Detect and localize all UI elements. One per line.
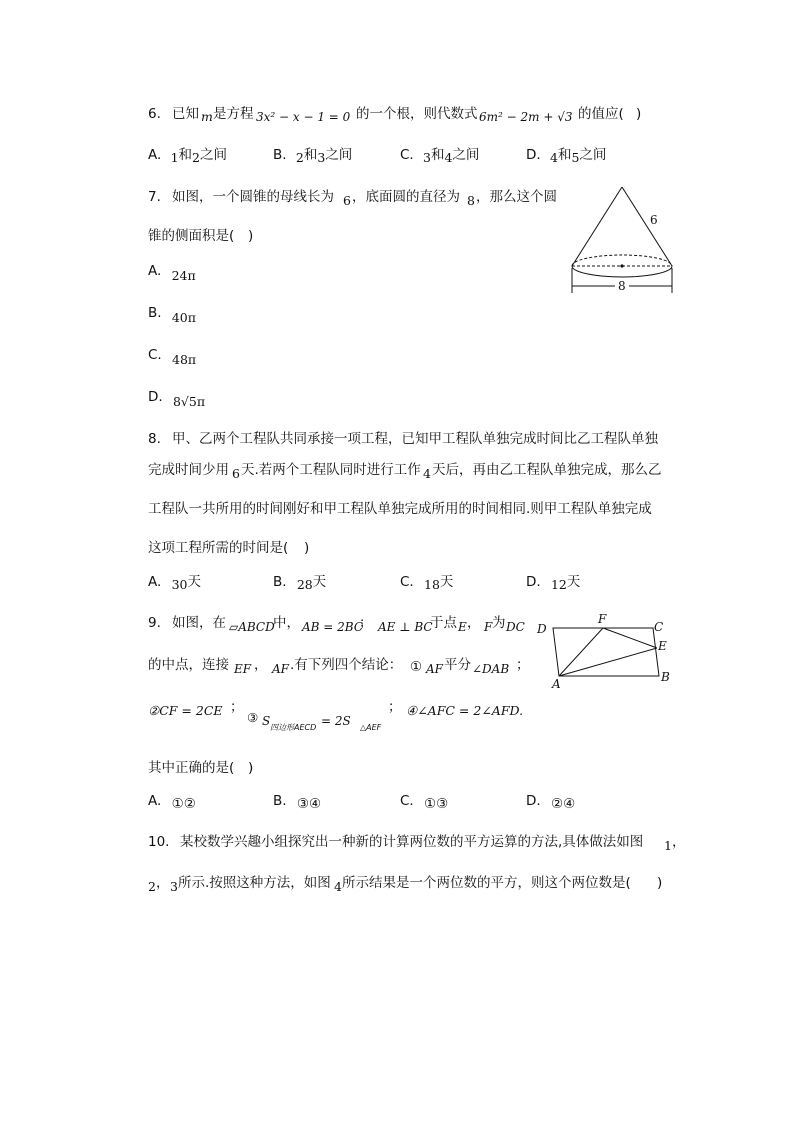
point-a-label: A xyxy=(552,677,561,690)
option-value: 48π xyxy=(172,352,197,367)
q9-conclusion-3-sub1: 四边形AECD xyxy=(270,723,317,732)
q6-text-1: 已知 xyxy=(172,106,199,122)
option-value: 8√5π xyxy=(172,394,206,409)
option-label: A. xyxy=(148,263,162,279)
option-label: B. xyxy=(273,147,287,163)
option-value: 40π xyxy=(171,310,196,325)
option-label: C. xyxy=(400,147,414,163)
q9-conclusion-1-text: 平分 xyxy=(444,657,471,673)
q7-text-3: ，那么这个圆 xyxy=(476,189,557,205)
q6-var-m: m xyxy=(201,109,213,124)
q8-line-3: 工程队一共所用的时间刚好和甲工程队单独完成所用的时间相同.则甲工程队单独完成 xyxy=(148,501,652,517)
q9-option-d[interactable] xyxy=(526,793,576,812)
q7-option-c[interactable] xyxy=(148,347,197,367)
q6-text-4: 的值应( xyxy=(578,106,624,122)
q6-expression: 6m² − 2m + √3 xyxy=(479,110,573,124)
q7-close-paren: ) xyxy=(248,228,254,244)
option-tail: 之间 xyxy=(579,147,607,163)
option-tail: 之间 xyxy=(200,147,227,163)
option-tail: 之间 xyxy=(452,147,480,163)
option-label: A. xyxy=(148,147,162,163)
option-mid: 和 xyxy=(178,147,193,163)
q8-value-6: 6 xyxy=(232,466,240,481)
option-label: D. xyxy=(526,147,541,163)
segment-fe xyxy=(603,628,657,648)
q9-option-b[interactable] xyxy=(273,793,322,812)
q9-number: 9. xyxy=(148,615,161,631)
q6-option-d[interactable] xyxy=(526,149,606,163)
q7-text-1: 如图，一个圆锥的母线长为 xyxy=(172,189,334,205)
option-value: ③④ xyxy=(296,796,322,812)
q9-var-dc: DC xyxy=(506,620,525,634)
option-num-a: 1 xyxy=(170,150,179,165)
q9-text-3: ； xyxy=(359,615,373,631)
option-label: C. xyxy=(400,793,414,809)
q7-text-2: ，底面圆的直径为 xyxy=(352,189,460,205)
q9-var-af: AF xyxy=(272,662,289,676)
option-num-b: 3 xyxy=(317,150,326,165)
q9-sep-2: ； xyxy=(388,699,402,715)
q10-fig-4: 4 xyxy=(334,879,342,894)
q8-value-4: 4 xyxy=(423,466,431,481)
q9-condition-2: AE ⊥ BC xyxy=(378,620,433,634)
q8-option-a[interactable] xyxy=(148,576,201,590)
q8-line2-c: 天后，再由乙工程队单独完成，那么乙 xyxy=(432,462,662,478)
q10-sep: ， xyxy=(156,875,170,891)
q9-text-4: 于点 xyxy=(430,615,457,631)
option-label: A. xyxy=(148,793,162,809)
q9-conclusion-4: ④∠AFC = 2∠AFD. xyxy=(406,703,524,718)
cone-base-front xyxy=(572,266,672,277)
q10-comma: ， xyxy=(672,834,686,850)
q9-conclusion-3-mark: ③ xyxy=(247,710,259,725)
cone-diameter-label: 8 xyxy=(618,279,626,293)
option-label: B. xyxy=(273,574,287,590)
q10-number: 10. xyxy=(148,834,170,850)
option-number: 28 xyxy=(296,577,313,592)
q9-text-1: 如图，在 xyxy=(172,615,226,631)
option-value: ②④ xyxy=(550,796,576,812)
point-b-label: B xyxy=(661,670,670,684)
option-num-a: 4 xyxy=(549,150,558,165)
segment-af xyxy=(559,628,603,676)
q6-option-b[interactable] xyxy=(273,149,352,163)
q6-option-c[interactable] xyxy=(400,149,479,163)
option-num-a: 3 xyxy=(423,150,431,165)
option-value: 24π xyxy=(171,268,196,283)
option-number: 30 xyxy=(171,577,188,592)
q6-option-a[interactable] xyxy=(148,149,227,163)
q8-option-d[interactable] xyxy=(526,576,580,590)
q6-text-3: 的一个根，则代数式 xyxy=(356,106,478,122)
option-num-b: 4 xyxy=(444,150,453,165)
q9-var-e: E xyxy=(458,620,467,634)
q9-conclusion-3-s: S xyxy=(262,714,271,728)
option-value: ①② xyxy=(171,796,196,812)
option-num-b: 5 xyxy=(571,150,580,165)
parallelogram-figure xyxy=(534,610,676,690)
q9-line-4: 其中正确的是( xyxy=(148,760,235,776)
q10-line-1: 某校数学兴趣小组探究出一种新的计算两位数的平方运算的方法,具体做法如图 xyxy=(180,834,644,850)
option-label: D. xyxy=(148,389,163,405)
q7-option-d[interactable] xyxy=(148,389,206,409)
q7-number: 7. xyxy=(148,189,161,205)
q9-conclusion-1-af: AF xyxy=(426,662,443,676)
q8-number: 8. xyxy=(148,431,161,447)
option-num-a: 2 xyxy=(295,150,304,165)
segment-ae xyxy=(559,648,657,676)
q10-line2-a: 所示.按照这种方法，如图 xyxy=(178,875,331,891)
q9-text-2: 中， xyxy=(273,615,300,631)
option-unit: 天 xyxy=(566,574,581,590)
q10-fig-3: 3 xyxy=(170,879,178,894)
q9-parallelogram: ▱ABCD xyxy=(229,620,275,634)
q10-close-paren: ) xyxy=(657,875,663,891)
point-e-label: E xyxy=(658,639,667,653)
cone-slant-label: 6 xyxy=(650,213,658,227)
option-label: D. xyxy=(526,793,541,809)
q10-fig-1: 1 xyxy=(664,838,672,853)
q8-line2-a: 完成时间少用 xyxy=(148,462,229,478)
q7-value-6: 6 xyxy=(343,193,351,208)
option-label: C. xyxy=(148,347,162,363)
option-unit: 天 xyxy=(187,574,201,590)
q9-conclusion-3-eq: = 2S xyxy=(321,714,351,728)
q7-option-a[interactable] xyxy=(148,263,196,283)
cone-figure xyxy=(565,182,685,297)
q7-option-b[interactable] xyxy=(148,305,196,325)
cone-left-edge xyxy=(572,187,622,266)
point-c-label: C xyxy=(654,620,664,634)
q9-conclusion-1-sep: ； xyxy=(516,657,530,673)
cone-base-back xyxy=(572,255,672,266)
cone-right-edge xyxy=(622,187,672,266)
q7-text-line2: 锥的侧面积是( xyxy=(148,228,235,244)
q9-condition-1: AB = 2BC xyxy=(302,620,364,634)
q8-line-4: 这项工程所需的时间是( xyxy=(148,540,289,556)
option-label: B. xyxy=(273,793,287,809)
q9-close-paren: ) xyxy=(248,760,254,776)
option-mid: 和 xyxy=(557,147,572,163)
q8-line-1: 甲、乙两个工程队共同承接一项工程，已知甲工程队单独完成时间比乙工程队单独 xyxy=(172,431,658,447)
q9-option-a[interactable] xyxy=(148,793,196,812)
q9-text-6: 为 xyxy=(492,615,506,631)
q9-var-f: F xyxy=(484,620,493,634)
option-tail: 之间 xyxy=(325,147,353,163)
q8-line2-b: 天.若两个工程队同时进行工作 xyxy=(241,462,421,478)
q8-option-c[interactable] xyxy=(400,576,453,590)
option-number: 12 xyxy=(550,577,567,592)
q9-conclusion-1-angle: ∠DAB xyxy=(472,662,510,676)
cone-base-center xyxy=(620,264,623,267)
q10-fig-2: 2 xyxy=(148,879,156,894)
q9-conclusion-1-mark: ① xyxy=(410,659,423,675)
q9-conclusion-3-sub2: △AEF xyxy=(360,723,382,732)
option-label: C. xyxy=(400,574,414,590)
option-mid: 和 xyxy=(303,147,318,163)
q9-line2-a: 的中点，连接 xyxy=(148,657,229,673)
option-unit: 天 xyxy=(439,574,454,590)
q9-var-ef: EF xyxy=(234,662,252,676)
q8-close-paren: ) xyxy=(304,540,310,556)
q6-text-2: 是方程 xyxy=(213,106,254,122)
q9-conclusion-2: ②CF = 2CE xyxy=(148,703,223,718)
point-d-label: D xyxy=(537,622,547,636)
q7-value-8: 8 xyxy=(467,193,475,208)
option-value: ①③ xyxy=(424,796,449,812)
option-label: B. xyxy=(148,305,162,321)
option-number: 18 xyxy=(424,577,440,592)
option-label: D. xyxy=(526,574,541,590)
option-num-b: 2 xyxy=(192,150,200,165)
q6-number: 6. xyxy=(148,106,161,122)
q9-sep-1: ； xyxy=(230,699,244,715)
q8-option-b[interactable] xyxy=(273,576,326,590)
option-label: A. xyxy=(148,574,162,590)
q9-option-c[interactable] xyxy=(400,793,449,812)
point-f-label: F xyxy=(598,612,607,626)
q9-text-5: ， xyxy=(467,615,481,631)
q6-equation: 3x² − x − 1 = 0 xyxy=(256,110,351,124)
q9-line2-c: .有下列四个结论： xyxy=(290,657,403,673)
q9-line2-b: ， xyxy=(254,657,268,673)
q6-text-5: ) xyxy=(636,106,642,122)
q10-line2-b: 所示结果是一个两位数的平方，则这个两位数是( xyxy=(342,875,631,891)
option-mid: 和 xyxy=(430,147,445,163)
option-unit: 天 xyxy=(312,574,327,590)
